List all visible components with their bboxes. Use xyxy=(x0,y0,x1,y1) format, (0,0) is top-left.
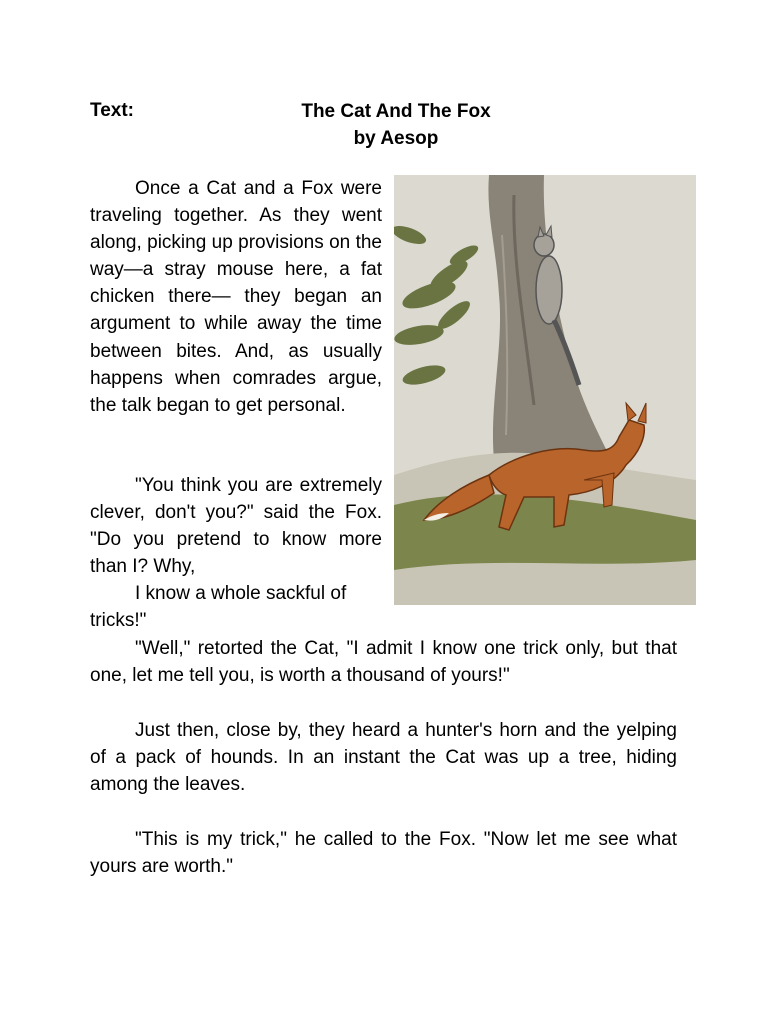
page-title: The Cat And The Fox xyxy=(301,101,491,122)
story-paragraph-2 xyxy=(90,472,382,635)
story-header xyxy=(262,98,530,152)
author-line: by Aesop xyxy=(353,128,439,149)
story-paragraph-2-last-line: I know a whole sackful of tricks!" xyxy=(90,583,347,632)
story-paragraph-1: Once a Cat and a Fox were traveling together. As they went along, picking up provisions on the way—a stray mouse here, a fat chicken there— they began an argument to while away the time between bites. And, as usually happens when comrades argue, the talk began to get personal. xyxy=(90,178,382,416)
text-label: Text: xyxy=(90,100,134,121)
story-paragraph-5: "This is my trick," he called to the Fox. "Now let me see what yours are worth." xyxy=(90,829,677,878)
story-paragraph-2-text: "You think you are extremely clever, don't you?" said the Fox. "Do you pretend to know more than I? Why, xyxy=(90,475,382,578)
story-paragraph-3: "Well," retorted the Cat, "I admit I know one trick only, but that one, let me tell you, is worth a thousand of yours!" xyxy=(90,638,677,687)
story-paragraph-4: Just then, close by, they heard a hunter's horn and the yelping of a pack of hounds. In an instant the Cat was up a tree, hiding among the leaves. xyxy=(90,720,677,796)
cat-fox-illustration xyxy=(394,175,696,605)
